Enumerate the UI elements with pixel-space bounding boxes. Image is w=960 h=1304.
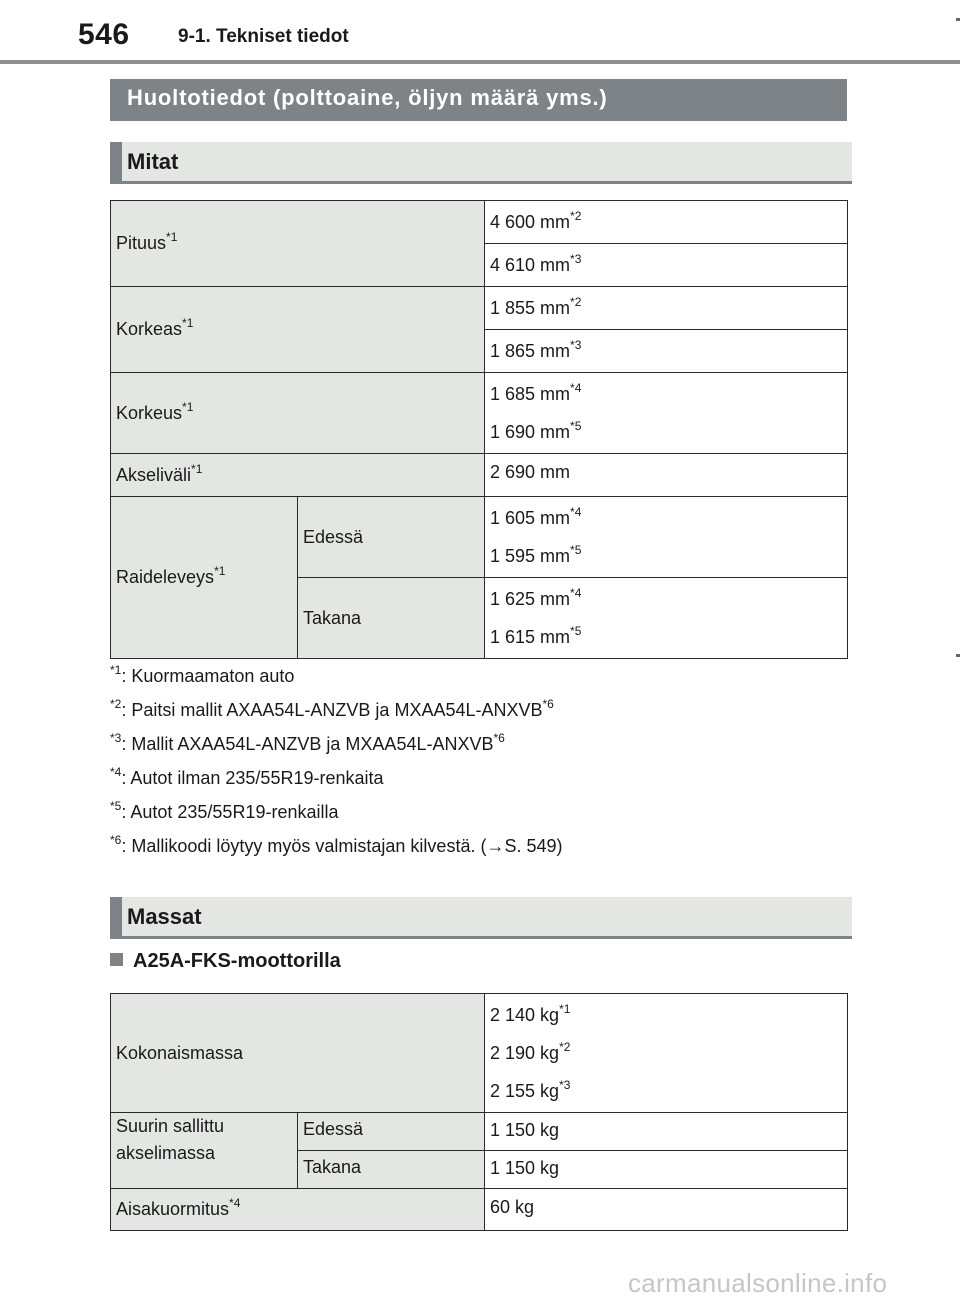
footnote: $^{*3}$: Mallit AXAA54L-ANZVB ja MXAA54L-ANXVB$^{*6}$ xyxy=(110,731,505,754)
table-row xyxy=(111,373,848,454)
table-row xyxy=(111,497,848,578)
dimensions-heading: Mitat xyxy=(110,142,852,184)
label-korkeas: Korkeas$^{*1}$ xyxy=(111,287,485,373)
label-korkeus: Korkeus$^{*1}$ xyxy=(111,373,485,454)
table-row xyxy=(111,201,848,244)
value-cell: 1 625 $mm^{*4}$ 1 615 $mm^{*5}$ xyxy=(485,578,848,659)
label-raideleveys: Raideleveys$^{*1}$ xyxy=(111,497,298,659)
value-cell: 1 605 $mm^{*4}$ 1 595 $mm^{*5}$ xyxy=(485,497,848,578)
page-title: Huoltotiedot (polttoaine, öljyn määrä yms.) xyxy=(110,79,847,121)
label-front: Edessä xyxy=(298,497,485,578)
label-axle-mass: Suurin sallittu akselimassa xyxy=(111,1113,298,1189)
label-front: Edessä xyxy=(298,1113,485,1151)
value-cell: 1 865 $mm^{*3}$ xyxy=(485,330,848,373)
value-cell: 1 150 kg xyxy=(485,1113,848,1151)
header-rule xyxy=(0,60,960,64)
value-cell: 1 685 $mm^{*4}$ 1 690 $mm^{*5}$ xyxy=(485,373,848,454)
label-rear: Takana xyxy=(298,578,485,659)
label-pituus: Pituus$^{*1}$ xyxy=(111,201,485,287)
table-row xyxy=(111,1113,848,1151)
footnote: $^{*6}$: Mallikoodi löytyy myös valmistajan kilvestä. (→S. 549) xyxy=(110,833,563,856)
bullet-square-icon xyxy=(110,953,123,966)
margin-tick xyxy=(956,18,960,21)
masses-heading: Massat xyxy=(110,897,852,939)
footnotes xyxy=(110,661,562,865)
label-akselivali: Akseliväli$^{*1}$ xyxy=(111,454,485,497)
engine-subheading: A25A-FKS-moottorilla xyxy=(110,950,341,973)
table-row xyxy=(111,994,848,1113)
label-rear: Takana xyxy=(298,1151,485,1189)
page-number: 546 xyxy=(78,18,130,51)
label-aisakuormitus: Aisakuormitus$^{*4}$ xyxy=(111,1189,485,1231)
footnote: $^{*1}$: Kuormaamaton auto xyxy=(110,663,295,686)
section-label: 9-1. Tekniset tiedot xyxy=(178,26,349,47)
value-cell: 1 150 kg xyxy=(485,1151,848,1189)
margin-tick xyxy=(956,654,960,657)
watermark: carmanualsonline.info xyxy=(628,1268,888,1298)
value-cell: 4 600 $mm^{*2}$ xyxy=(485,201,848,244)
value-cell: 4 610 $mm^{*3}$ xyxy=(485,244,848,287)
footnote: $^{*2}$: Paitsi mallit AXAA54L-ANZVB ja MXAA54L-ANXVB$^{*6}$ xyxy=(110,697,554,720)
value-cell: 2 140 $kg^{*1}$ 2 190 $kg^{*2}$ 2 155 $kg^{*3}$ xyxy=(485,994,848,1113)
footnote: $^{*4}$: Autot ilman 235/55R19-renkaita xyxy=(110,765,384,788)
table-row xyxy=(111,454,848,497)
value-cell: 1 855 $mm^{*2}$ xyxy=(485,287,848,330)
table-row xyxy=(111,287,848,330)
footnote: $^{*5}$: Autot 235/55R19-renkailla xyxy=(110,799,339,822)
label-kokonaismassa: Kokonaismassa xyxy=(111,994,485,1113)
value-cell: 2 690 mm xyxy=(485,454,848,497)
value-cell: 60 kg xyxy=(485,1189,848,1231)
masses-table xyxy=(110,993,848,1231)
dimensions-table xyxy=(110,200,848,659)
table-row xyxy=(111,1189,848,1231)
